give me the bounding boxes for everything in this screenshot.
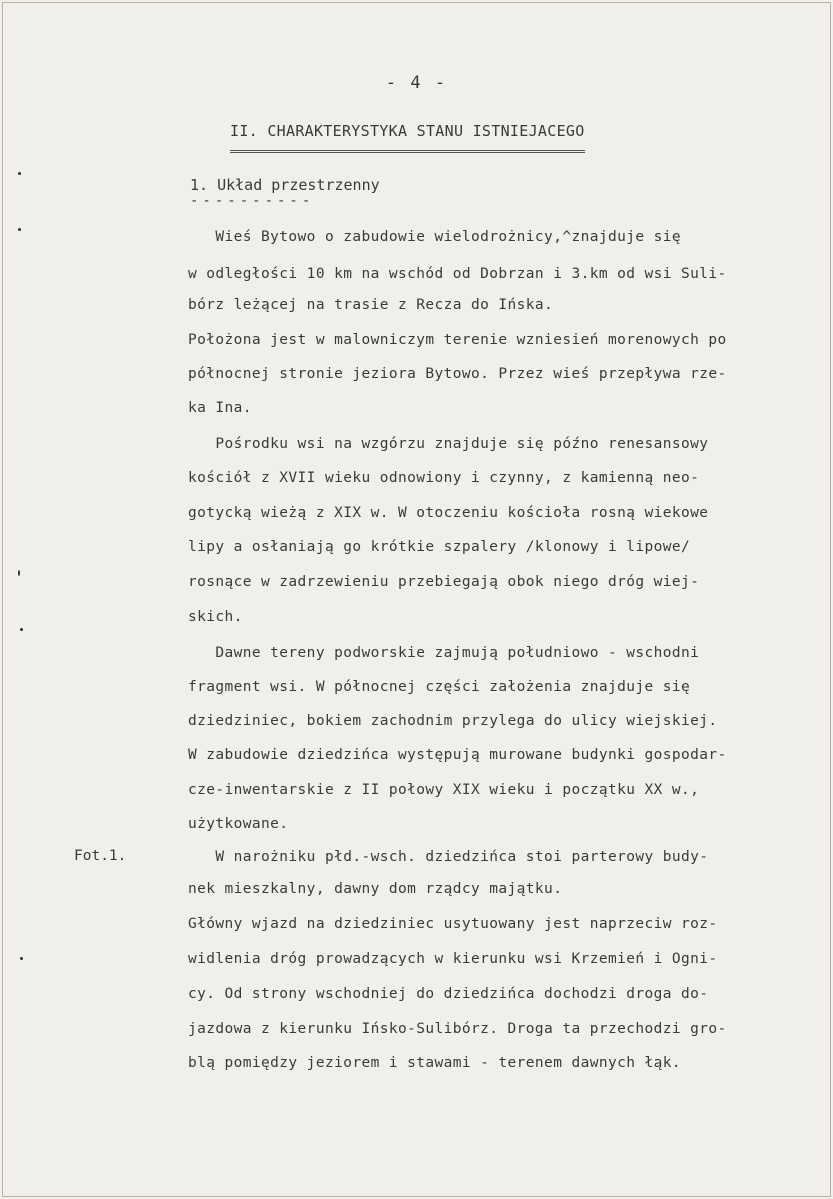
text-line: jazdowa z kierunku Ińsko-Sulibórz. Droga ta przechodzi gro-	[188, 1021, 727, 1037]
margin-photo-reference: Fot.1.	[74, 848, 127, 864]
text-line: blą pomiędzy jeziorem i stawami - terenem dawnych łąk.	[188, 1055, 682, 1071]
text-line: nek mieszkalny, dawny dom rządcy majątku.	[188, 881, 563, 897]
scan-speck	[20, 957, 23, 960]
text-line: bórz leżącej na trasie z Recza do Ińska.	[188, 297, 554, 313]
text-line: użytkowane.	[188, 816, 289, 832]
scan-speck	[18, 570, 20, 576]
text-line: lipy a osłaniają go krótkie szpalery /klonowy i lipowe/	[188, 539, 691, 555]
text-line: Główny wjazd na dziedziniec usytuowany jest naprzeciw roz-	[188, 916, 718, 932]
text-line: W narożniku płd.-wsch. dziedzińca stoi parterowy budy-	[188, 849, 709, 865]
text-line: fragment wsi. W północnej części założenia znajduje się	[188, 679, 691, 695]
page-border	[2, 2, 831, 1197]
scan-speck	[18, 228, 21, 231]
scan-speck	[18, 172, 21, 175]
scan-speck	[20, 628, 23, 631]
subsection-heading: 1. Układ przestrzenny	[190, 176, 380, 194]
text-line: kościół z XVII wieku odnowiony i czynny, z kamienną neo-	[188, 470, 700, 486]
page-number: - 4 -	[385, 73, 448, 93]
subsection-dash-rule: ----------	[190, 193, 315, 209]
text-line: skich.	[188, 609, 243, 625]
text-line: cy. Od strony wschodniej do dziedzińca dochodzi droga do-	[188, 986, 709, 1002]
text-line: Położona jest w malowniczym terenie wzniesień morenowych po	[188, 332, 727, 348]
text-line: północnej stronie jeziora Bytowo. Przez wieś przepływa rze-	[188, 366, 727, 382]
section-heading: II. CHARAKTERYSTYKA STANU ISTNIEJACEGO	[230, 122, 585, 153]
text-line: rosnące w zadrzewieniu przebiegają obok niego dróg wiej-	[188, 574, 700, 590]
text-line: gotycką wieżą z XIX w. W otoczeniu kościoła rosną wiekowe	[188, 505, 709, 521]
text-line: Pośrodku wsi na wzgórzu znajduje się późno renesansowy	[188, 436, 709, 452]
text-line: W zabudowie dziedzińca występują murowane budynki gospodar-	[188, 747, 727, 763]
text-line: Wieś Bytowo o zabudowie wielodrożnicy,^znajduje się	[188, 229, 682, 245]
text-line: w odległości 10 km na wschód od Dobrzan i 3.km od wsi Suli-	[188, 266, 727, 282]
text-line: widlenia dróg prowadzących w kierunku wsi Krzemień i Ogni-	[188, 951, 718, 967]
text-line: ka Ina.	[188, 400, 252, 416]
text-line: Dawne tereny podworskie zajmują południowo - wschodni	[188, 645, 700, 661]
text-line: dziedziniec, bokiem zachodnim przylega do ulicy wiejskiej.	[188, 713, 718, 729]
text-line: cze-inwentarskie z II połowy XIX wieku i początku XX w.,	[188, 782, 700, 798]
